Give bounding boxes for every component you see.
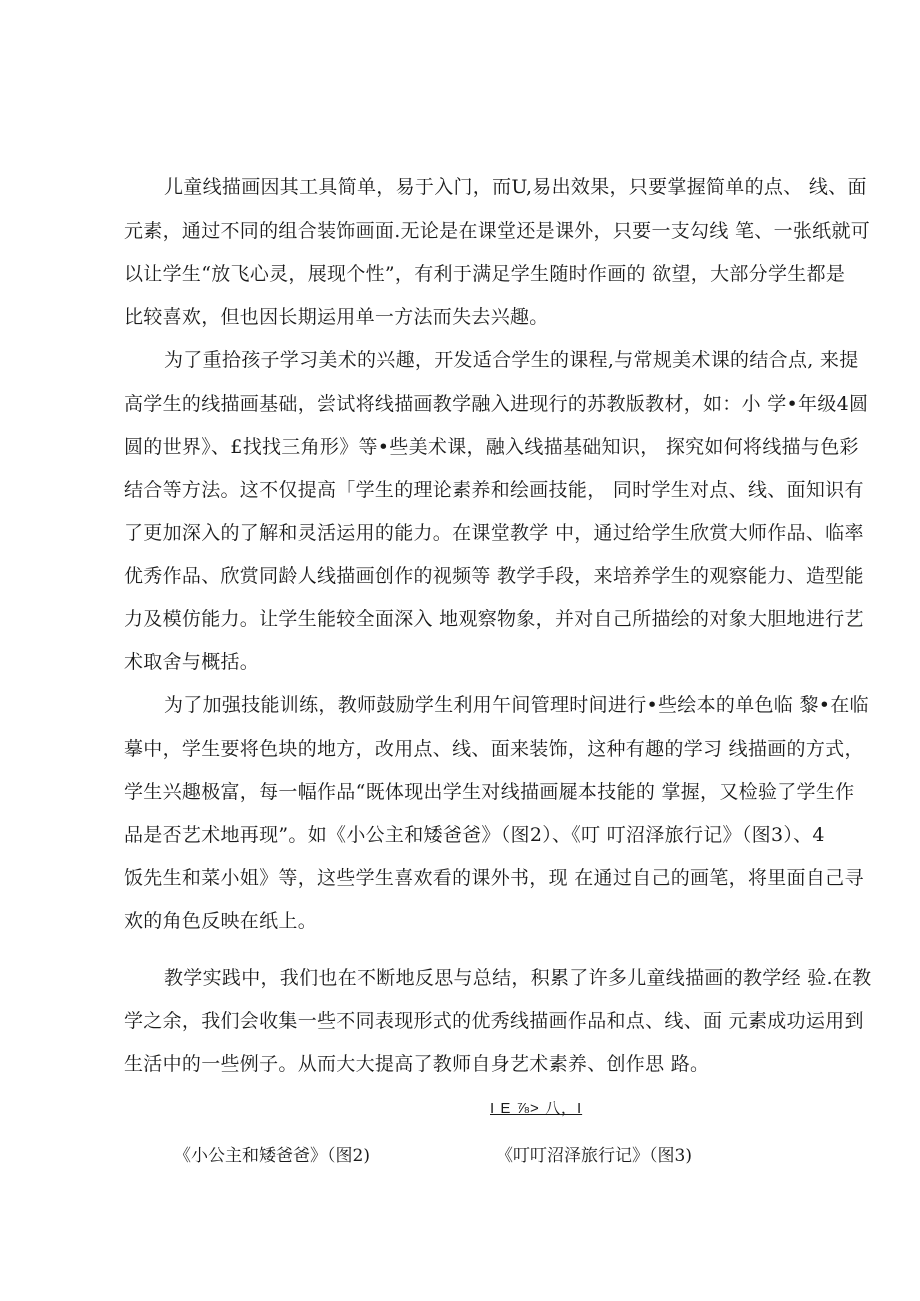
paragraph-line: 摹中，学生要将色块的地方，改用点、线、面来装饰，这种有趣的学习 线描画的方式， <box>124 738 864 760</box>
paragraph-line: 欢的角色反映在纸上。 <box>124 910 318 932</box>
paragraph-line: 高学生的线描画基础，尝试将线描画教学融入进现行的苏教版教材，如：小 学•年级4圆 <box>124 393 869 415</box>
figure-caption-right: 《叮叮沼泽旅行记》（图3) <box>496 1146 692 1166</box>
paragraph-line: 儿童线描画因其工具简单，易于入门，而U,易出效果，只要掌握简单的点、 线、面 <box>164 176 867 198</box>
paragraph-line: 圆的世界》、£找找三角形》等•些美术课，融入线描基础知识， 探究如何将线描与色彩 <box>124 436 859 458</box>
paragraph-line: 生活中的一些例子。从而大大提高了教师自身艺术素养、创作思 路。 <box>124 1053 710 1075</box>
paragraph-line: 学生兴趣极富，每一幅作品“既体现出学生对线描画屣本技能的 掌握，又检验了学生作 <box>124 781 855 803</box>
paragraph-line: 教学实践中，我们也在不断地反思与总结，积累了许多儿童线描画的教学经 验.在教 <box>164 967 872 989</box>
paragraph-line: 结合等方法。这不仅提高「学生的理论素养和绘画技能， 同时学生对点、线、面知识有 <box>124 479 864 501</box>
paragraph-line: 饭先生和菜小姐》等，这些学生喜欢看的课外书，现 在通过自己的画笔，将里面自己寻 <box>124 867 864 889</box>
figure-caption-left: 《小公主和矮爸爸》（图2) <box>174 1146 370 1166</box>
paragraph-line: 了更加深入的了解和灵活运用的能力。在课堂教学 中，通过给学生欣赏大师作品、临率 <box>124 522 864 544</box>
paragraph-line: 比较喜欢，但也因长期运用单一方法而失去兴趣。 <box>124 306 549 328</box>
paragraph-line: 术取舍与概括。 <box>124 651 260 673</box>
paragraph-line: 学之余，我们会收集一些不同表现形式的优秀线描画作品和点、线、面 元素成功运用到 <box>124 1010 864 1032</box>
paragraph-line: 为了加强技能训练，教师鼓励学生利用午间管理时间进行•些绘本的单色临 黎•在临 <box>164 694 869 716</box>
paragraph-line: 以让学生“放飞心灵，展现个性”，有利于满足学生随时作画的 欲望，大部分学生都是 <box>124 263 846 285</box>
figure-symbols: I E ⅞> 八，I <box>490 1100 583 1117</box>
paragraph-line: 优秀作品、欣赏同龄人线描画创作的视频等 教学手段，来培养学生的观察能力、造型能 <box>124 565 864 587</box>
paragraph-line: 力及模仿能力。让学生能较全面深入 地观察物象，并对自己所描绘的对象大胆地进行艺 <box>124 608 864 630</box>
paragraph-line: 品是否艺术地再现”。如《小公主和矮爸爸》（图2）、《叮 叮沼泽旅行记》（图3）、4 <box>124 824 825 846</box>
paragraph-line: 元素，通过不同的组合装饰画面.无论是在课堂还是课外，只要一支勾线 笔、一张纸就可 <box>124 220 871 242</box>
paragraph-line: 为了重拾孩子学习美术的兴趣，开发适合学生的课程,与常规美术课的结合点, 来提 <box>164 349 859 371</box>
